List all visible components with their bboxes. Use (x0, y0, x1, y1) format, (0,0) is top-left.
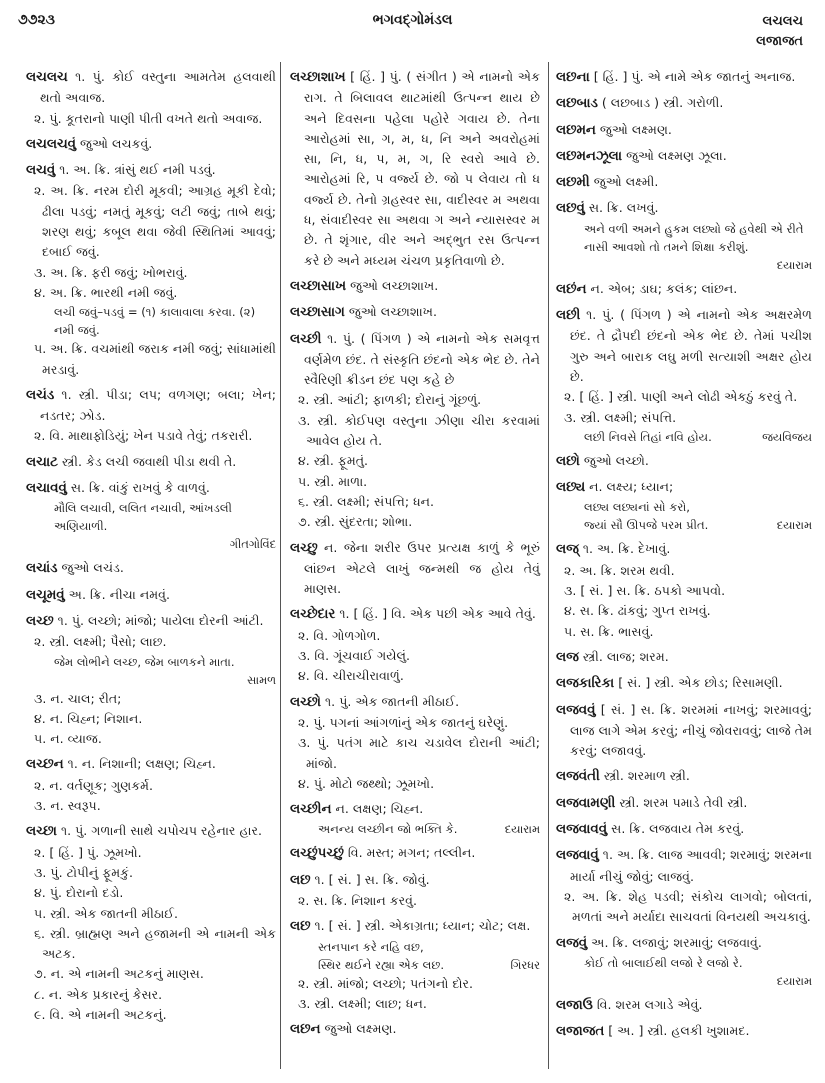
headword: લચ્છાશાખ (290, 70, 346, 85)
headword: લચ્છુંપચ્છું (290, 846, 344, 862)
line-text: લચી જવું–પડવું = (૧) કાલાવાલા કરવા. (૨) નમી જવું. (54, 305, 256, 338)
headword: લચવું (26, 163, 56, 179)
line-text: ૨. પું. કૂતરાનો પાણી પીતી વખતે થતો અવાજ. (34, 110, 263, 126)
quotation-source: જયવિજય (762, 429, 812, 444)
line-text: ૩. સ્ત્રી. લક્ષ્મી; સંપત્તિ. (564, 409, 677, 425)
sense-line (290, 974, 540, 994)
sense-line (26, 632, 276, 652)
sense-line (556, 561, 812, 581)
dictionary-entry (290, 692, 540, 713)
headword: લજ (556, 649, 579, 665)
definition-text: અ. ક્રિ. લજાવું; શરમાવું; લજવાવું. (591, 934, 762, 950)
definition-text: વિ. મસ્ત; મગન; તલ્લીન. (347, 845, 476, 861)
definition-text: સ્ત્રી. કેડ લચી જવાથી પીડા થવી તે. (61, 453, 237, 469)
column-1 (26, 62, 276, 1075)
sense-line (290, 646, 540, 666)
definition-text: ન. લક્ષ્ય; ધ્યાન; (589, 479, 674, 495)
headword: લજવંતી (556, 769, 600, 785)
definition-text: સ્ત્રી. લાજ; શરમ. (582, 648, 669, 664)
sense-line (26, 709, 276, 729)
line-text: ૨. અ. ક્રિ. શેહ પડવી; સંકોચ લાગવો; બોલતાં, મળતાં અને મર્યાદા સાચવતાં વિનયથી અચકાવું. (564, 888, 812, 925)
line-text: ૪. પું. મોટો જથ્થો; ઝૂમખો. (298, 775, 435, 791)
line-text: ૨. અ. ક્રિ. નરમ દોરી મૂકવી; આગ્રહ મૂકી દેવો; ઢીલા પડવું; નમતું મૂકવું; લટી જવું; તાબે થવું; શરણ થવું; કબૂલ થવા જેવી સ્થિતિમાં આવવું; દબાઈ જવું. (34, 183, 276, 260)
dictionary-entry (290, 870, 540, 891)
line-text: ૭. સ્ત્રી. સુંદરતા; શોભા. (298, 514, 413, 530)
headword: લછંન (556, 281, 587, 297)
headword: લચ્છો (290, 694, 321, 710)
dictionary-entry (556, 67, 812, 88)
dictionary-entry (26, 585, 276, 606)
definition-text: અ. ક્રિ. નીચા નમવું. (68, 586, 170, 602)
column-2 (290, 62, 540, 1075)
line-text: સ્થિર થઈને રહ્યા એક લછ. (318, 957, 445, 972)
definition-text: [ સં. ] સ. ક્રિ. શરમમાં નાખવું; શરમાવવું; લાજ લાગે એમ કરવું; નીચું જોવરાવવું; લાજે તેમ કરવું; લજાવવું. (570, 701, 812, 759)
line-text: જેમ લોભીને લચ્છ, જેમ બાળકને માતા. (54, 654, 235, 669)
dictionary-entry (26, 558, 276, 579)
line-text: ૪. અ. ક્રિ. ભારથી નમી જવું. (34, 284, 178, 300)
dictionary-entry (556, 305, 812, 387)
sense-line (26, 863, 276, 883)
definition-text: [ સં. ] સ્ત્રી. એક છોડ; રિસામણી. (618, 675, 783, 691)
dictionary-entry (26, 67, 276, 109)
sense-line (290, 512, 540, 532)
dictionary-entry (290, 843, 540, 864)
quotation-source (556, 256, 812, 274)
line-text: દયારામ (776, 973, 812, 988)
sense-line (290, 994, 540, 1014)
headword: લજવાવવું (556, 822, 608, 838)
headword: લજવાવું (556, 848, 599, 864)
dictionary-entry (556, 819, 812, 840)
column-divider (548, 62, 549, 1069)
definition-text: ૧. પું. ગળાની સાથે ચપોચપ રહેનાર હાર. (60, 823, 262, 839)
line-text: ૨. પું. પગનાં આંગળાંનું એક જાતનું ઘરેણું. (298, 714, 509, 730)
line-text: જ્યાં સૌ ઊપજે પરમ પ્રીત. (584, 518, 709, 533)
line-text: લછી નિવસે તિહાં નવિ હોય. (584, 429, 712, 444)
line-text: ૩. સ્ત્રી. લક્ષ્મી; લાછ; ધન. (298, 995, 427, 1011)
definition-text: ૧. અ. ક્રિ. ત્રાંસું થઈ નમી પડવું. (59, 162, 216, 178)
sense-line (556, 387, 812, 407)
headword: લચ્છાસાખ (290, 278, 347, 294)
sense-line (26, 964, 276, 984)
dictionary-entry (290, 799, 540, 820)
headword: લજાઉ (556, 997, 593, 1013)
headword: લછમન (556, 122, 596, 138)
dictionary-entry (556, 477, 812, 498)
line-text: ૫. સ. ક્રિ. ભાસવું. (564, 623, 654, 639)
line-text: ગીતગોવિંદ (229, 537, 276, 552)
dictionary-entry (290, 604, 540, 625)
sense-line (290, 666, 540, 686)
line-text: ૫. સ્ત્રી. માળા. (298, 473, 368, 489)
line-text: ૬. સ્ત્રી. બ્રાહ્મણ અને હજામની એ નામની એક અટક. (34, 925, 276, 962)
sense-line (26, 883, 276, 903)
line-text: ૬. સ્ત્રી. લક્ષ્મી; સંપત્તિ; ધન. (298, 493, 435, 509)
line-text: ૨. સ્ત્રી. આંટી; ફાળકી; દોરાનું ગૂંછળું. (298, 392, 482, 408)
sense-line (290, 472, 540, 492)
definition-text: સ્ત્રી. શરમ પમાડે તેવી સ્ત્રી. (619, 794, 748, 810)
headword: લછ્ય (556, 480, 586, 496)
definition-text: જુઓ લક્ષ્મણ. (599, 121, 672, 137)
definition-text: [ અ. ] સ્ત્રી. હલકી ખુશામદ. (608, 1023, 750, 1039)
dictionary-entry (26, 385, 276, 427)
dictionary-entry (26, 611, 276, 632)
sense-line (556, 887, 812, 928)
dictionary-entry (556, 1021, 812, 1042)
dictionary-entry (556, 647, 812, 668)
definition-text: જુઓ લક્ષ્મી. (593, 174, 659, 190)
quotation (26, 653, 276, 671)
line-text: ૨. વિ. માથાફોડિયું; ખેન પડાવે તેવું; તકરારી. (34, 428, 253, 444)
headword: લચ્છ (26, 613, 54, 629)
sense-line (290, 411, 540, 452)
line-text: લછ્ય લછ્યનાં સો કરો, (584, 500, 690, 515)
headword: લછવું (556, 201, 585, 217)
definition-text: જુઓ લચકવું. (80, 135, 153, 151)
dictionary-entry (556, 279, 812, 300)
definition-text: જુઓ લચ્છો. (583, 452, 649, 468)
line-text: સામળ (247, 672, 276, 687)
headword: લચાટ (26, 454, 58, 470)
quotation (556, 516, 812, 534)
definition-text: [ હિં. ] પું. ( સંગીત ) એ નામનો એક રાગ. તે બિલાવલ થાટમાંથી ઉત્પન્ન થાય છે અને દિવસના પહેલા પહોરે ગવાય છે. તેના આરોહમાં સા, ગ, મ, ધ, નિ અને અવરોહમાં સા, નિ, ધ, પ, મ, ગ, રિ સ્વરો આવે છે. આરોહમાં રિ, પ વર્જ્ય છે. જો પ લેવાય તો ધ વર્જ્ય છે. તેનો ગ્રહસ્વર સા, વાદીસ્વર મ અથવા ધ, સંવાદીસ્વર સા અથવા ગ અને ન્યાસસ્વર મ છે. તે શૃંગાર, વીર અને અદ્ભુત રસ ઉત્પન્ન કરે છે અને મધ્યમ ચંચળ પ્રકૃતિવાળો છે. (304, 69, 540, 268)
sense-line (556, 581, 812, 601)
quotation (556, 428, 812, 446)
definition-text: ન. જેના શરીર ઉપર પ્રત્યક્ષ કાળું કે ભૂરું લાંછન એટલે લાખું જન્મથી જ હોય તેવું માણસ. (304, 539, 540, 597)
line-text: ૩. ન. ચાલ; રીત; (34, 690, 122, 706)
definition-text: ૧. [ હિં. ] વિ. એક પછી એક આવે તેવું. (339, 606, 536, 622)
dictionary-entry (556, 933, 812, 954)
headword: લછ (290, 919, 311, 935)
sense-line (290, 774, 540, 794)
headword: લછો (556, 453, 580, 469)
sense-line (26, 339, 276, 380)
headword: લચ્છાસાગ (290, 305, 345, 321)
dictionary-entry (290, 276, 540, 297)
definition-text: જુઓ લચ્છાશાખ. (350, 277, 439, 293)
dictionary-entry (556, 700, 812, 762)
line-text: ૫. અ. ક્રિ. વચમાંથી જરાક નમી જવું; સાંધામાંથી મરડાવું. (34, 341, 276, 377)
headword: લચંડ (26, 387, 55, 403)
quotation (556, 220, 812, 256)
headword: લજવામણી (556, 795, 616, 811)
line-text: ૨. સ. ક્રિ. નિશાન કરવું. (298, 892, 418, 908)
sense-line (26, 796, 276, 816)
definition-text: ૧. અ. ક્રિ. લાજ આવવી; શરમાવું; શરમના માર્યા નીચું જોવું; લાજવું. (570, 847, 812, 884)
definition-text: જુઓ લચંડ. (61, 560, 124, 576)
sense-line (556, 408, 812, 428)
sense-line (26, 181, 276, 262)
line-text: ૩. વિ. ગૂંચવાઈ ગયેલું. (298, 648, 411, 664)
headword: લછી (556, 308, 581, 324)
quotation-source: દયારામ (504, 822, 540, 837)
line-text: ૪. ન. ચિહ્ન; નિશાન. (34, 710, 143, 726)
line-text: ૩. સ્ત્રી. કોઈપણ વસ્તુના ઝીણા ચીરા કરવામાં આવેલ હોય તે. (298, 412, 540, 449)
line-text: ૩. ન. સ્વરૂપ. (34, 798, 101, 814)
page-number: ૭૭૨૩ (18, 12, 56, 28)
quotation-source (26, 535, 276, 553)
definition-text: ૧. સ્ત્રી. પીડા; લપ; વળગણ; બલા; ખેન; નડતર; ઝોડ. (40, 386, 276, 424)
sense-line (26, 689, 276, 709)
sense-line (556, 622, 812, 642)
line-text: દયારામ (776, 257, 812, 272)
sense-line (290, 713, 540, 733)
guide-words (756, 12, 803, 52)
headword: લજવું (556, 935, 588, 951)
line-text: ૫. સ્ત્રી. એક જાતની મીઠાઈ. (34, 905, 179, 921)
definition-text: ૧. પું. એક જાતની મીઠાઈ. (325, 693, 460, 709)
line-text: ૭. ન. એ નામની અટકનું માણસ. (34, 966, 204, 982)
headword: લછમી (556, 175, 590, 191)
line-text: ૪. સ. ક્રિ. ઢાંકવું; ગુપ્ત રાખવું. (564, 603, 711, 619)
sense-line (26, 924, 276, 965)
quotation-source (26, 671, 276, 689)
quotation (556, 498, 812, 516)
column-divider (280, 62, 281, 1069)
line-text: ૨. વિ. ગોળગોળ. (298, 627, 381, 643)
sense-line (26, 426, 276, 446)
dictionary-entry (290, 538, 540, 600)
definition-text: જુઓ લક્ષ્મણ. (324, 1021, 397, 1037)
headword: લચૂમવું (26, 587, 65, 603)
line-text: ૨. સ્ત્રી. લક્ષ્મી; પૈસો; લાછ. (34, 634, 167, 650)
line-text: ૪. વિ. ચીરાચીરાવાળું. (298, 668, 404, 684)
headword: લછના (556, 70, 590, 85)
headword: લચ્છેદાર (290, 607, 336, 623)
headword: લચ્છીન (290, 802, 332, 818)
dictionary-entry (556, 673, 812, 694)
dictionary-entry (556, 766, 812, 787)
definition-text: સ. ક્રિ. લજવાય તેમ કરવું. (611, 821, 745, 837)
dictionary-entry (26, 160, 276, 181)
dictionary-entry (556, 539, 812, 560)
definition-text: ૧. પું. ( પિંગળ ) એ નામનો એક અક્ષરમેળ છંદ. તે દ્રૌપદી છંદનો એક ભેદ છે. તેમાં પચીશ ગુરુ અને બારાક લઘુ મળી સત્યાશી અક્ષર હોય છે. (570, 307, 812, 384)
page-title: ભગવદ્ગોમંડલ (372, 12, 453, 28)
headword: લચાવવું (26, 481, 67, 497)
headword: લચાંડ (26, 561, 58, 577)
headword: લજાજત (556, 1024, 605, 1040)
definition-text: ૧. પું. ( પિંગળ ) એ નામનો એક સમવૃત્ત વર્ણમેળ છંદ. તે સંસ્કૃતિ છંદનો એક ભેદ છે. તેને સ્વૈરિણી ક્રીડન છંદ પણ કહે છે (304, 330, 540, 388)
quotation (290, 956, 540, 974)
line-text: ૩. પું. ટોપીનું ફૂમકું. (34, 864, 133, 880)
dictionary-entry (556, 793, 812, 814)
definition-text: [ હિં. ] પું. એ નામે એક જાતનું અનાજ. (593, 69, 796, 84)
sense-line (26, 904, 276, 924)
dictionary-entry (290, 67, 540, 271)
headword: લછમનઝૂલા (556, 148, 623, 164)
definition-text: સ. ક્રિ. લખવું. (588, 200, 659, 216)
headword: લજ્ (556, 542, 579, 558)
dictionary-entry (26, 478, 276, 499)
line-text: મૌલિ લચાવી, લલિત નચાવી, આંખડલી અણિયાળી. (54, 501, 232, 534)
quotation (290, 938, 540, 956)
quotation-source: દયારામ (776, 518, 812, 533)
dictionary-entry (556, 198, 812, 219)
headword: લછબાડ (556, 96, 598, 112)
line-text: સ્તનપાન કરે નહિ વછ, (318, 939, 424, 954)
line-text: ૩. અ. ક્રિ. ફરી જવું; ખોભરાવું. (34, 264, 188, 280)
sense-line (26, 843, 276, 863)
line-text: ૩. પું. પતંગ માટે કાચ ચડાવેલ દોરાની આંટી; માંજો. (298, 735, 540, 771)
sense-line (290, 451, 540, 471)
line-text: ૨. [ હિં. ] સ્ત્રી. પાણી અને લોઢી એકઠું કરવું તે. (564, 389, 798, 405)
headword: લજકારિકા (556, 676, 615, 692)
dictionary-entry (26, 134, 276, 155)
quotation (26, 303, 276, 339)
dictionary-entry (290, 1019, 540, 1040)
line-text: ૨. [ હિં. ] પું. ઝૂમખો. (34, 844, 142, 860)
sense-line (26, 985, 276, 1005)
quotation (290, 820, 540, 838)
headword: લચ્છુ (290, 540, 318, 556)
guide-word-last: લજાજત (756, 34, 803, 49)
quotation (26, 499, 276, 535)
line-text: ૨. ન. વર્તણૂક; ગુણકર્મ. (34, 777, 154, 793)
definition-text: ( લછબાડ ) સ્ત્રી. ગરોળી. (601, 95, 724, 111)
headword: લછન (290, 1022, 321, 1038)
line-text: કોઈ તો બાલાઈથી લજો રે લજો રે. (584, 955, 743, 970)
dictionary-entry (26, 452, 276, 473)
headword: લચ્છન (26, 757, 64, 773)
sense-line (556, 601, 812, 621)
sense-line (26, 263, 276, 283)
definition-text: ૧. અ. ક્રિ. દેખાવું. (582, 541, 671, 557)
guide-word-first: લચલચ (762, 14, 803, 29)
headword: લચ્છી (290, 331, 322, 347)
headword: લચ્છા (26, 824, 57, 840)
definition-text: જુઓ લચ્છાશાખ. (348, 304, 438, 320)
definition-text: ૧. ન. નિશાની; લક્ષણ; ચિહ્ન. (67, 756, 216, 772)
sense-line (290, 891, 540, 911)
line-text: ૪. સ્ત્રી. ફૂમતું. (298, 453, 369, 469)
definition-text: ૧. પું. લચ્છો; માંજો; પાયેલા દોરની આંટી. (57, 612, 264, 628)
dictionary-entry (556, 172, 812, 193)
definition-text: ન. એબ; ડાઘ; કલંક; લાંછન. (590, 280, 738, 296)
dictionary-entry (556, 451, 812, 472)
quotation-source: ગિરધર (510, 957, 540, 972)
definition-text: વિ. શરમ લગાડે એવું. (596, 996, 703, 1012)
definition-text: ૧. [ સં. ] સ. ક્રિ. જોવું. (314, 871, 430, 887)
quotation-source (556, 972, 812, 990)
dictionary-entry (290, 329, 540, 391)
dictionary-entry (556, 995, 812, 1016)
line-text: અનન્ય લચ્છીન જો ભક્તિ કે. (318, 822, 458, 837)
definition-text: સ. ક્રિ. વાંકું રાખવું કે વાળવું. (70, 480, 210, 496)
quotation (556, 954, 812, 972)
sense-line (26, 776, 276, 796)
sense-line (26, 109, 276, 129)
dictionary-entry (26, 754, 276, 775)
headword: લછ (290, 872, 311, 888)
definition-text: ૧. પું. કોઈ વસ્તુના આમતેમ હલવાથી થતો અવાજ. (40, 69, 276, 106)
definition-text: ૧. [ સં. ] સ્ત્રી. એકાગ્રતા; ધ્યાન; ચોટ; લક્ષ. (314, 918, 531, 934)
line-text: અને વળી અમને હુકમ લછ્યો જે હવેથી એ રીતે નાસી આવશો તો તમને શિક્ષા કરીશું. (584, 221, 804, 254)
sense-line (290, 390, 540, 410)
line-text: ૩. [ સં. ] સ. ક્રિ. ઠપકો આપવો. (564, 583, 726, 599)
dictionary-entry (26, 821, 276, 842)
line-text: ૪. પું. દોરાનો દડો. (34, 885, 124, 901)
headword: લજવવું (556, 702, 596, 718)
dictionary-entry (556, 120, 812, 141)
line-text: ૯. વિ. એ નામની અટકનું. (34, 1006, 167, 1022)
dictionary-entry (290, 302, 540, 323)
sense-line (26, 283, 276, 303)
sense-line (26, 1005, 276, 1025)
dictionary-entry (556, 93, 812, 114)
sense-line (26, 729, 276, 749)
column-3 (556, 62, 812, 1075)
sense-line (290, 492, 540, 512)
line-text: ૫. ન. વ્યાજ. (34, 731, 102, 747)
sense-line (290, 626, 540, 646)
dictionary-entry (290, 916, 540, 937)
headword: લચલચવું (26, 136, 77, 152)
definition-text: જુઓ લક્ષ્મણ ઝૂલા. (626, 147, 727, 163)
dictionary-entry (556, 146, 812, 167)
definition-text: ન. લક્ષણ; ચિહ્ન. (335, 801, 424, 817)
dictionary-entry (556, 845, 812, 887)
line-text: ૨. અ. ક્રિ. શરમ થવી. (564, 562, 675, 578)
definition-text: સ્ત્રી. શરમાળ સ્ત્રી. (603, 768, 690, 784)
headword: લચલચ (26, 70, 68, 85)
line-text: ૨. સ્ત્રી. માંજો; લચ્છો; પતંગનો દોર. (298, 975, 474, 991)
sense-line (290, 733, 540, 774)
line-text: ૮. ન. એક પ્રકારનું કેસર. (34, 986, 163, 1002)
